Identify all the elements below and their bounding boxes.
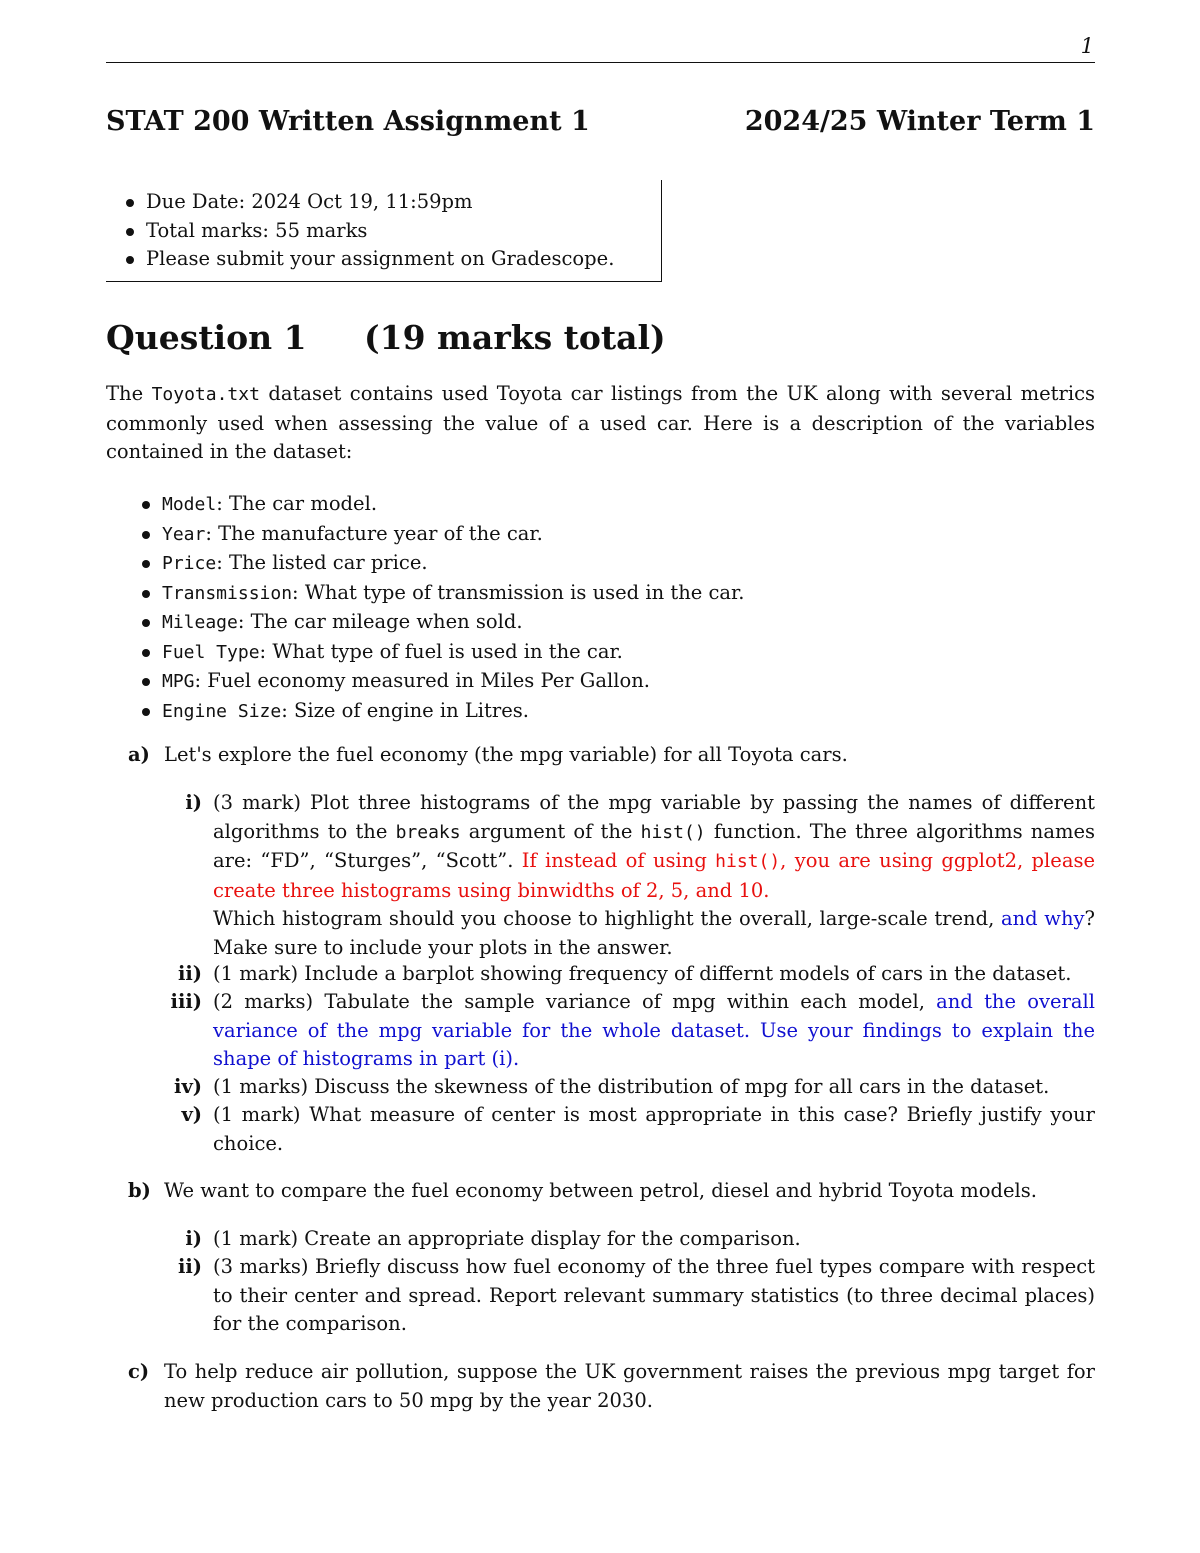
list-item [142,667,744,697]
intro-after: dataset contains used Toyota car listings from the UK along with several metrics commonly used when assessing the value of a used car. Here is a description of the variables contained in the dataset: [106,382,1095,463]
part-a-i-label: i) [185,791,202,814]
part-a-ii [106,960,1095,989]
variable-name: Engine Size [162,700,282,722]
variable-name: Fuel Type [162,641,260,663]
part-a [106,741,1095,770]
text-span: function. The three algorithms names are: “FD”, “Sturges”, “Scott”. [213,819,1095,872]
variable-list [142,490,744,726]
variable-name: Model [162,494,217,515]
top-rule [106,62,1095,63]
text-span: (2 marks) Tabulate the sample variance of mpg within each model, [213,990,937,1013]
part-a-label: a) [128,743,150,766]
part-a-text: Let's explore the fuel economy (the mpg variable) for all Toyota cars. [164,743,848,766]
list-item [142,490,744,520]
part-b-label: b) [128,1179,151,1202]
part-c [106,1358,1095,1415]
variable-desc: : The manufacture year of the car. [205,521,543,545]
part-a-iii [106,988,1095,1074]
part-c-text: To help reduce air pollution, suppose the UK government raises the previous mpg target for new production cars to 50 mpg by the year 2030. [164,1360,1095,1412]
part-b-ii-text: (3 marks) Briefly discuss how fuel economy of the three fuel types compare with respect to their center and spread. Report relevant summary statistics (to three decimal places) for the comparison. [213,1255,1095,1335]
course-title: STAT 200 Written Assignment 1 [106,106,590,137]
due-date: Due Date: 2024 Oct 19, 11:59pm [126,188,614,217]
variable-name: MPG [162,671,195,692]
red-note: , you are using ggplot2, please create three histograms using binwidths of 2, 5, and 10. [213,849,1095,902]
part-a-iv-label: iv) [174,1075,202,1098]
list-item [142,638,744,668]
red-note: If instead of using [521,849,716,872]
part-a-v-label: v) [181,1103,202,1126]
part-a-iii-text [213,988,1095,1074]
variable-desc: : The car mileage when sold. [237,610,523,633]
part-a-ii-label: ii) [177,962,202,985]
list-item [142,608,744,638]
text-span: (3 mark) Plot three histograms of the mpg variable by passing the names of different algorithms to the [213,791,1095,843]
variable-name: Year [162,523,206,545]
part-a-i [106,789,1095,962]
dataset-name: Toyota.txt [151,384,260,405]
part-b-i [106,1225,1095,1254]
intro-before: The [106,382,152,405]
variable-desc: : The car model. [216,492,378,515]
variable-name: Mileage [162,612,238,633]
list-item [142,520,744,550]
submission-note: Please submit your assignment on Gradescope. [126,245,614,274]
part-b [106,1177,1095,1206]
part-a-ii-text: (1 mark) Include a barplot showing frequency of differnt models of cars in the dataset. [213,962,1072,985]
part-a-iii-label: iii) [170,990,202,1013]
variable-desc: : Fuel economy measured in Miles Per Gallon. [194,669,650,692]
part-b-text: We want to compare the fuel economy between petrol, diesel and hybrid Toyota models. [164,1179,1037,1202]
list-item [142,549,744,579]
question-heading: Question 1 (19 marks total) [106,318,666,357]
part-a-v-text: (1 mark) What measure of center is most appropriate in this case? Briefly justify your choice. [213,1103,1095,1155]
total-marks: Total marks: 55 marks [126,217,614,246]
term-title: 2024/25 Winter Term 1 [744,106,1095,137]
part-b-i-text: (1 mark) Create an appropriate display for the comparison. [213,1227,801,1250]
list-item [142,697,744,727]
part-b-ii [106,1253,1095,1339]
text-span: Which histogram should you choose to highlight the overall, large-scale trend, [213,907,1001,930]
page-number: 1 [1080,34,1094,58]
info-box [106,180,662,282]
text-span: ? Make sure to include your plots in the answer. [213,907,1095,959]
variable-desc: : The listed car price. [216,551,428,574]
page-header [106,106,1095,137]
blue-note: and why [1000,907,1085,930]
variable-name: Transmission [162,582,293,604]
variable-desc: : What type of fuel is used in the car. [259,639,623,663]
part-a-iv-text: (1 marks) Discuss the skewness of the distribution of mpg for all cars in the dataset. [213,1075,1050,1098]
variable-desc: : What type of transmission is used in the car. [292,580,745,604]
code-breaks: breaks [395,821,461,843]
part-a-i-text [213,789,1095,962]
blue-note: and the overall variance of the mpg variable for the whole dataset. Use your findings to explain the shape of histograms in part (i). [213,990,1095,1070]
part-c-label: c) [128,1360,150,1383]
list-item [142,579,744,609]
part-b-i-label: i) [185,1227,202,1250]
part-a-iv [106,1073,1095,1102]
part-a-v [106,1101,1095,1158]
variable-name: Price [162,553,217,574]
red-code-hist: hist() [715,851,781,872]
question-intro [106,380,1095,467]
text-span: argument of the [460,819,641,843]
variable-desc: : Size of engine in Litres. [281,698,529,722]
part-b-ii-label: ii) [177,1255,202,1278]
code-hist: hist() [640,821,706,843]
